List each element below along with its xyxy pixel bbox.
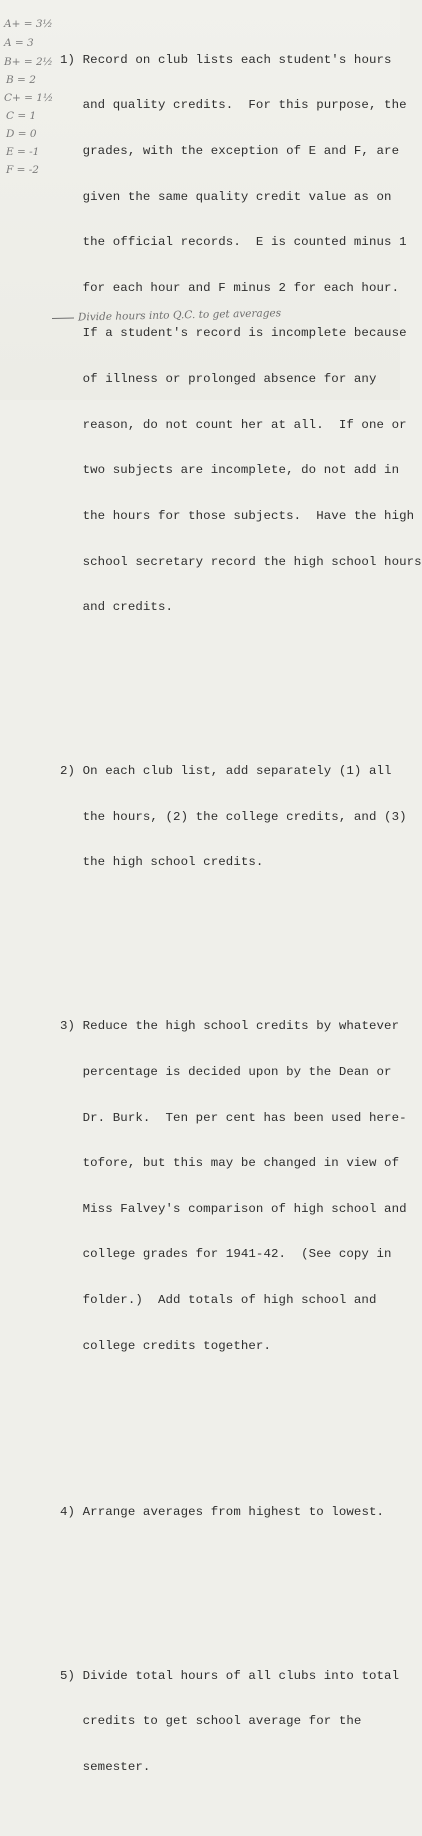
item-line: and quality credits. For this purpose, the xyxy=(82,98,407,113)
item-line: If a student's record is incomplete because xyxy=(82,326,407,341)
instruction-item-2 xyxy=(60,734,407,901)
item-line: Dr. Burk. Ten per cent has been used here- xyxy=(82,1110,407,1125)
item-line: the official records. E is counted minus 1 xyxy=(82,235,407,250)
margin-note: A = 3 xyxy=(4,37,34,49)
item-line: grades, with the exception of E and F, are xyxy=(82,144,400,159)
margin-note: F = -2 xyxy=(6,164,39,176)
item-line: of illness or prolonged absence for any xyxy=(82,372,377,387)
item-number: 3) xyxy=(60,1019,76,1034)
margin-note: D = 0 xyxy=(6,128,37,140)
item-line: Miss Falvey's comparison of high school and xyxy=(82,1201,407,1216)
item-line: college grades for 1941-42. (See copy in xyxy=(82,1247,392,1262)
instruction-item-5 xyxy=(60,1638,400,1805)
pencil-dash-mark xyxy=(52,317,74,318)
item-line: reason, do not count her at all. If one or xyxy=(82,417,407,432)
item-line: Arrange averages from highest to lowest. xyxy=(82,1504,385,1519)
item-line: Divide total hours of all clubs into total xyxy=(82,1668,400,1683)
instruction-item-1 xyxy=(60,22,422,645)
item-line: the hours, (2) the college credits, and (3) xyxy=(82,809,407,824)
item-number: 5) xyxy=(60,1668,76,1683)
item-number: 1) xyxy=(60,52,76,67)
item-line: for each hour and F minus 2 for each hour. xyxy=(82,280,400,295)
item-line: given the same quality credit value as on xyxy=(82,189,392,204)
item-line: Record on club lists each student's hours xyxy=(82,52,392,67)
item-line: the hours for those subjects. Have the high xyxy=(82,508,415,523)
instruction-item-3 xyxy=(60,989,407,1384)
item-line: two subjects are incomplete, do not add in xyxy=(82,463,400,478)
item-line: Reduce the high school credits by whatever xyxy=(82,1019,400,1034)
item-line: school secretary record the high school hours xyxy=(82,554,422,569)
item-number: 2) xyxy=(60,764,76,779)
handwritten-insert-text: Divide hours into Q.C. to get averages xyxy=(77,307,282,324)
margin-note: A+ = 3½ xyxy=(4,18,53,30)
margin-note: C+ = 1½ xyxy=(4,92,54,104)
item-line: college credits together. xyxy=(82,1338,271,1353)
margin-note: B = 2 xyxy=(6,74,36,86)
item-line: percentage is decided upon by the Dean or xyxy=(82,1065,392,1080)
instruction-item-4 xyxy=(60,1474,396,1550)
item-number: 4) xyxy=(60,1504,76,1519)
item-line: On each club list, add separately (1) all xyxy=(82,764,392,779)
item-line: the high school credits. xyxy=(82,855,264,870)
item-line: and credits. xyxy=(82,600,174,615)
item-line: tofore, but this may be changed in view of xyxy=(82,1156,400,1171)
margin-note: C = 1 xyxy=(6,110,37,122)
typed-instructions xyxy=(60,0,422,1836)
item-line: semester. xyxy=(82,1759,151,1774)
item-line: credits to get school average for the xyxy=(82,1714,362,1729)
item-line: folder.) Add totals of high school and xyxy=(82,1293,377,1308)
margin-note: E = -1 xyxy=(6,146,40,158)
margin-note: B+ = 2½ xyxy=(4,56,53,68)
